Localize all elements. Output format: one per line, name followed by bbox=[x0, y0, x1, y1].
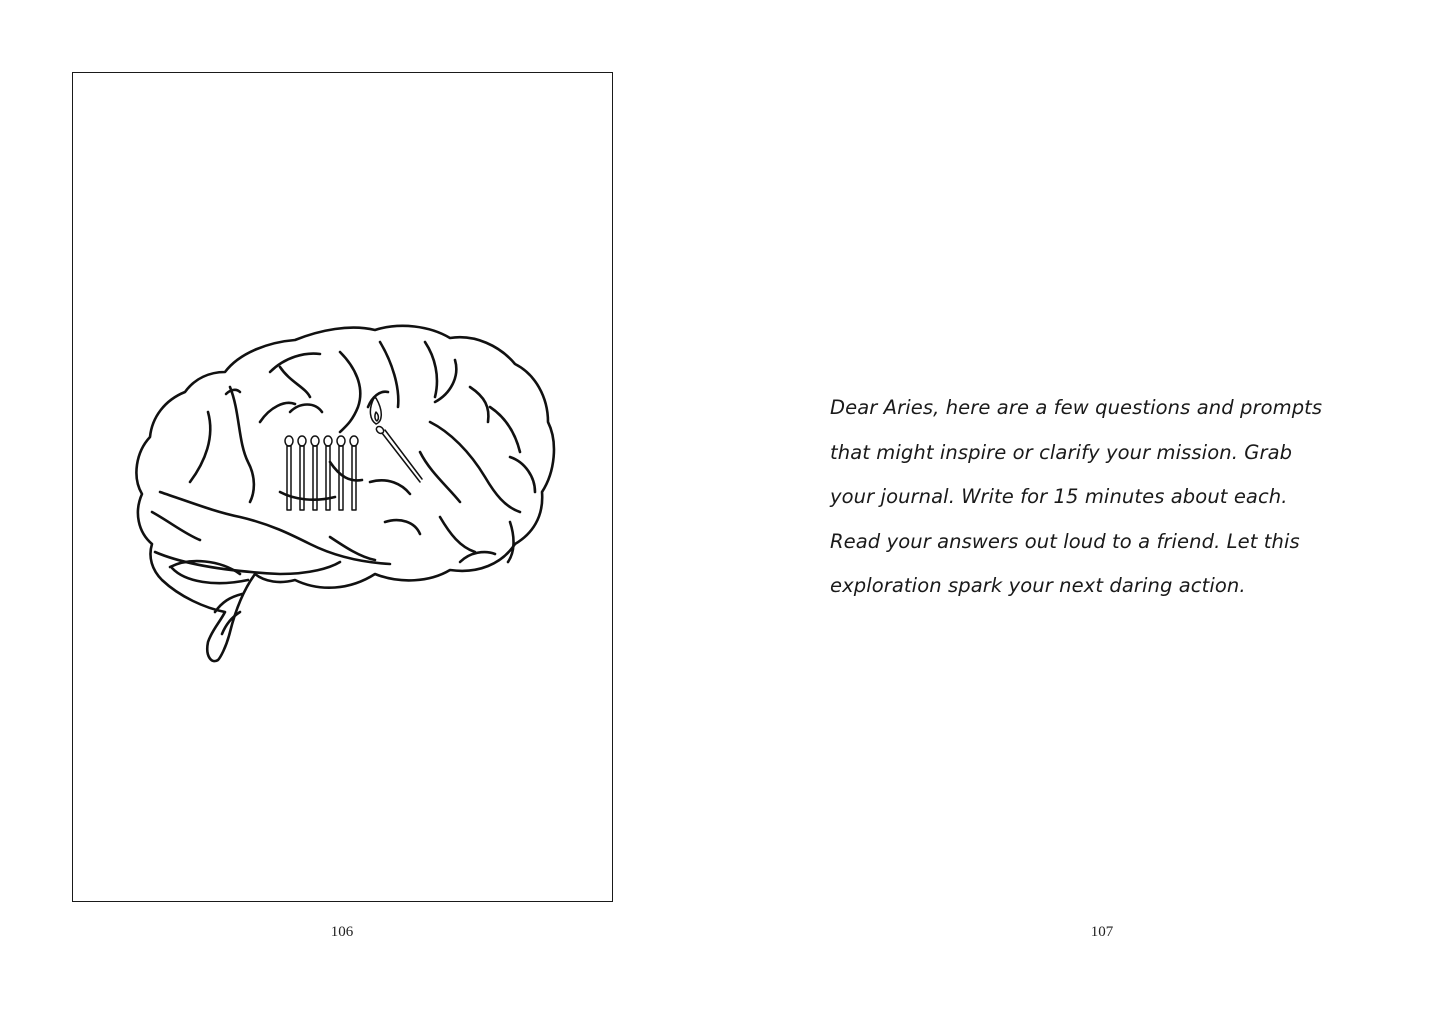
brain-with-matches-icon bbox=[130, 312, 560, 668]
page-number-left: 106 bbox=[330, 924, 354, 940]
match-6 bbox=[350, 436, 358, 510]
prompt-line: Dear Aries, here are a few questions and prompts bbox=[830, 396, 1323, 419]
match-1 bbox=[285, 436, 293, 510]
prompt-line: Read your answers out loud to a friend. Let this bbox=[830, 529, 1300, 553]
journal-prompt-paragraph bbox=[830, 386, 1370, 609]
prompt-line: your journal. Write for 15 minutes about each. bbox=[830, 485, 1288, 508]
right-page bbox=[722, 0, 1445, 1012]
lit-match bbox=[370, 398, 422, 482]
prompt-line: that might inspire or clarify your mission. Grab bbox=[830, 440, 1293, 464]
page-number-right: 107 bbox=[1090, 924, 1114, 940]
prompt-line: exploration spark your next daring action. bbox=[830, 574, 1246, 597]
left-page bbox=[0, 0, 722, 1012]
brain-outline bbox=[136, 326, 554, 661]
